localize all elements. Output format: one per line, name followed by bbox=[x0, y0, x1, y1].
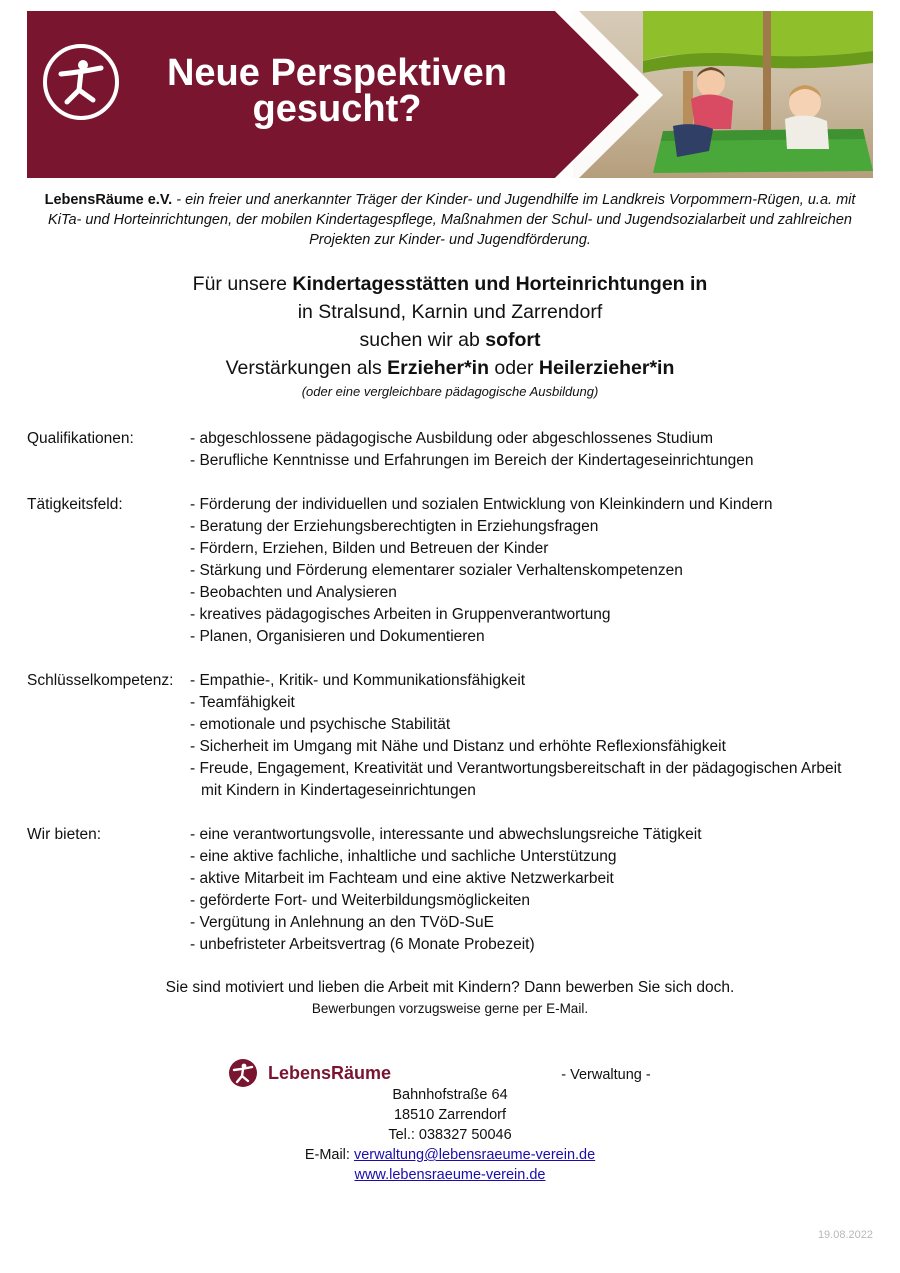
contact-dept: - Verwaltung - bbox=[561, 1067, 651, 1083]
email-label: E-Mail: bbox=[304, 1147, 354, 1163]
offer-line-2: in Stralsund, Karnin und Zarrendorf bbox=[297, 301, 603, 323]
website-link[interactable]: www.lebensraeume-verein.de bbox=[354, 1167, 546, 1183]
offer-line-4-a: Verstärkungen als bbox=[225, 357, 388, 379]
email-link[interactable]: verwaltung@lebensraeume-verein.de bbox=[353, 1147, 596, 1163]
list-item: - Berufliche Kenntnisse und Erfahrungen im Bereich der Kindertageseinrichtungen bbox=[190, 452, 754, 469]
contact-city: 18510 Zarrendorf bbox=[393, 1107, 507, 1123]
list-item: - Empathie-, Kritik- und Kommunikationsfähigkeit bbox=[190, 672, 526, 689]
contact-email-line bbox=[0, 1145, 900, 1165]
list-item: - Beratung der Erziehungsberechtigten in Erziehungsfragen bbox=[190, 518, 599, 535]
offer-line-4-d: Heilerzieher*in bbox=[538, 357, 675, 379]
section-list bbox=[190, 824, 860, 956]
closing-line-2: Bewerbungen vorzugsweise gerne per E-Mail. bbox=[311, 1001, 589, 1016]
offer-line-3-a: suchen wir ab bbox=[359, 329, 486, 351]
list-item: - emotionale und psychische Stabilität bbox=[190, 716, 451, 733]
offer-line-1-a: Für unsere bbox=[192, 273, 293, 295]
closing-line-1: Sie sind motiviert und lieben die Arbeit mit Kindern? Dann bewerben Sie sich doch. bbox=[165, 979, 735, 996]
offer-line-3-b: sofort bbox=[485, 329, 541, 351]
section-label: Wir bieten: bbox=[27, 826, 102, 843]
list-item: - geförderte Fort- und Weiterbildungsmöglickeiten bbox=[190, 892, 531, 909]
section-label: Tätigkeitsfeld: bbox=[27, 496, 123, 513]
list-item: - Planen, Organisieren und Dokumentieren bbox=[190, 628, 485, 645]
list-item: - Sicherheit im Umgang mit Nähe und Distanz und erhöhte Reflexionsfähigkeit bbox=[190, 738, 726, 755]
section-list bbox=[190, 670, 860, 802]
offer-line-4-b: Erzieher*in bbox=[387, 357, 490, 379]
offer-line-1 bbox=[0, 270, 900, 298]
section-label: Qualifikationen: bbox=[27, 430, 134, 447]
list-item: - eine verantwortungsvolle, interessante und abwechslungsreiche Tätigkeit bbox=[190, 826, 702, 843]
logo-icon bbox=[43, 44, 119, 120]
list-item: - eine aktive fachliche, inhaltliche und sachliche Unterstützung bbox=[190, 848, 617, 865]
offer-line-4-c: oder bbox=[489, 357, 539, 379]
offer-heading bbox=[0, 270, 900, 382]
offer-line-3 bbox=[0, 326, 900, 354]
header-banner bbox=[27, 11, 873, 178]
headline bbox=[147, 52, 527, 130]
intro-text bbox=[40, 190, 860, 250]
section-list bbox=[190, 494, 860, 648]
list-item: - Stärkung und Förderung elementarer sozialer Verhaltenskompetenzen bbox=[190, 562, 683, 579]
headline-line-1: Neue Perspektiven bbox=[166, 52, 508, 94]
contact-phone: Tel.: 038327 50046 bbox=[388, 1127, 512, 1143]
section-label: Schlüsselkompetenz: bbox=[27, 672, 174, 689]
list-item: - Förderung der individuellen und sozialen Entwicklung von Kleinkindern und Kindern bbox=[190, 496, 773, 513]
list-item: - unbefristeter Arbeitsvertrag (6 Monate Probezeit) bbox=[190, 936, 535, 953]
offer-line-1-b: Kindertagesstätten und Horteinrichtungen in bbox=[292, 273, 708, 295]
list-item: - Vergütung in Anlehnung an den TVöD-SuE bbox=[190, 914, 494, 931]
section-list bbox=[190, 428, 860, 472]
list-item: - kreatives pädagogisches Arbeiten in Gruppenverantwortung bbox=[190, 606, 611, 623]
footer-logo-text: LebensRäume bbox=[268, 1063, 392, 1083]
list-item: - Teamfähigkeit bbox=[190, 694, 295, 711]
list-item: - Beobachten und Analysieren bbox=[190, 584, 397, 601]
offer-line-4 bbox=[0, 354, 900, 382]
document-date: 19.08.2022 bbox=[817, 1229, 873, 1241]
intro-description: - ein freier und anerkannter Träger der Kinder- und Jugendhilfe im Landkreis Vorpommern-Rügen, u.a. mit KiTa- und Horteinrichtungen, der mobilen Kindertagespflege, Maßnahmen der Schul- und Jugendsozialarbeit und zahlreichen Projekten zur Kinder- und Jugendförderung. bbox=[48, 192, 856, 248]
org-name: LebensRäume e.V. bbox=[44, 192, 173, 208]
headline-line-2: gesucht? bbox=[252, 88, 422, 130]
offer-note: (oder eine vergleichbare pädagogische Ausbildung) bbox=[301, 384, 599, 399]
list-item: - abgeschlossene pädagogische Ausbildung oder abgeschlossenes Studium bbox=[190, 430, 714, 447]
contact-web-line bbox=[0, 1165, 900, 1185]
list-item: - Fördern, Erziehen, Bilden und Betreuen der Kinder bbox=[190, 540, 549, 557]
list-item: - aktive Mitarbeit im Fachteam und eine aktive Netzwerkarbeit bbox=[190, 870, 614, 887]
list-item: - Freude, Engagement, Kreativität und Verantwortungsbereitschaft in der pädagogischen Arbeit mit Kindern in Kindertageseinrichtungen bbox=[190, 760, 842, 799]
contact-street: Bahnhofstraße 64 bbox=[392, 1087, 508, 1103]
